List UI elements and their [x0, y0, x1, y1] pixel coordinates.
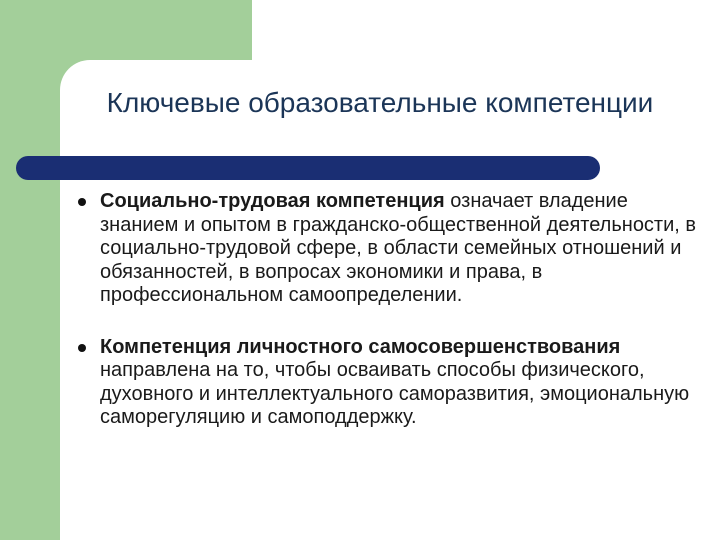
title-underline-bar	[16, 156, 600, 180]
bullet-dot-icon	[78, 198, 86, 206]
bullet-dot-icon	[78, 344, 86, 352]
bullet-description: означает владение знанием и опытом в гражданско-общественной деятельности, в социально-трудовой сфере, в области семейных отношений и обязанностей, в вопросах экономики и права, в профессиональном самоопределении.	[100, 190, 697, 306]
bullet-item-social-labor	[75, 190, 700, 308]
bullet-list	[75, 190, 700, 430]
bullet-description: направлена на то, чтобы осваивать способы физического, духовного и интеллектуального саморазвития, эмоциональную саморегуляцию и самоподдержку.	[100, 359, 690, 428]
bullet-term: Социально-трудовая компетенция	[100, 190, 445, 212]
slide-title: Ключевые образовательные компетенции	[106, 87, 654, 118]
bullet-term: Компетенция личностного самосовершенствования	[100, 335, 621, 358]
bullet-item-self-improvement	[75, 336, 700, 430]
